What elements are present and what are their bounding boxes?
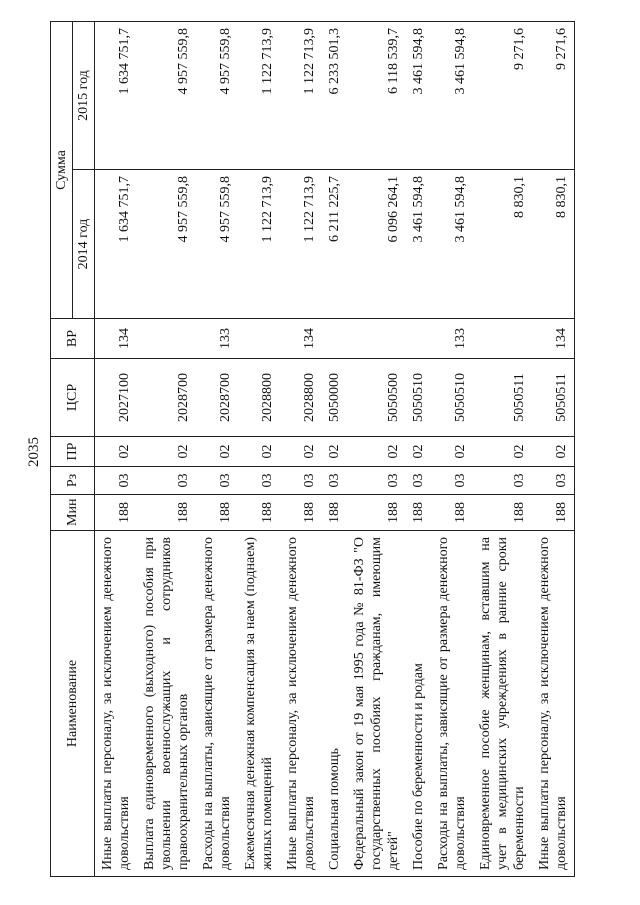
header-pr: ПР [51,437,95,467]
row-amount-2014: 3 461 594,8 [431,170,473,319]
row-vr: 134 [95,319,138,359]
row-amount-2014: 4 957 559,8 [196,170,238,319]
table-row [406,22,431,877]
row-amount-2015: 1 634 751,7 [95,22,138,170]
table-row [137,22,196,877]
row-csr: 2028700 [137,359,196,437]
row-vr [473,319,532,359]
row-rz: 03 [280,467,322,495]
row-amount-2014: 4 957 559,8 [137,170,196,319]
header-sum: Сумма [51,22,73,319]
row-name: Выплата единовременного (выходного) пособия при увольнении военнослужащих и сотрудников правоохранительных органов [137,531,196,877]
row-vr: 134 [280,319,322,359]
row-amount-2015: 3 461 594,8 [431,22,473,170]
row-csr: 5050511 [473,359,532,437]
row-amount-2014: 1 122 713,9 [280,170,322,319]
row-vr: 134 [532,319,575,359]
table-row [238,22,280,877]
row-vr [137,319,196,359]
row-vr: 133 [196,319,238,359]
row-pr: 02 [406,437,431,467]
row-min: 188 [137,495,196,531]
header-year-2014: 2014 год [73,170,95,319]
header-rz: Рз [51,467,95,495]
row-rz: 03 [406,467,431,495]
row-min: 188 [532,495,575,531]
row-vr [406,319,431,359]
row-name: Ежемесячная денежная компенсация за наем (поднаем) жилых помещений [238,531,280,877]
row-name: Иные выплаты персоналу, за исключением денежного довольствия [280,531,322,877]
row-rz: 03 [95,467,138,495]
row-min: 188 [322,495,347,531]
row-amount-2015: 9 271,6 [532,22,575,170]
row-min: 188 [473,495,532,531]
row-amount-2015: 3 461 594,8 [406,22,431,170]
row-rz: 03 [532,467,575,495]
row-name: Федеральный закон от 19 мая 1995 года № 81-ФЗ "О государственных пособиях гражданам, имеющим детей" [347,531,406,877]
row-min: 188 [196,495,238,531]
row-rz: 03 [431,467,473,495]
row-amount-2014: 8 830,1 [473,170,532,319]
row-amount-2015: 6 233 501,3 [322,22,347,170]
row-min: 188 [280,495,322,531]
row-csr: 5050510 [431,359,473,437]
page-number: 2035 [26,437,42,467]
row-name: Иные выплаты персоналу, за исключением денежного довольствия [532,531,575,877]
row-vr [238,319,280,359]
header-csr: ЦСР [51,359,95,437]
row-amount-2015: 1 122 713,9 [280,22,322,170]
table-row [473,22,532,877]
row-pr: 02 [238,437,280,467]
row-pr: 02 [473,437,532,467]
row-min: 188 [431,495,473,531]
row-amount-2014: 8 830,1 [532,170,575,319]
table-row [280,22,322,877]
header-vr: ВР [51,319,95,359]
table-row [347,22,406,877]
header-year-2015: 2015 год [73,22,95,170]
budget-table [50,21,575,877]
row-pr: 02 [95,437,138,467]
row-rz: 03 [238,467,280,495]
row-name: Расходы на выплаты, зависящие от размера денежного довольствия [196,531,238,877]
row-vr [322,319,347,359]
row-min: 188 [406,495,431,531]
row-amount-2014: 3 461 594,8 [406,170,431,319]
row-amount-2014: 1 122 713,9 [238,170,280,319]
row-pr: 02 [322,437,347,467]
row-csr: 2028800 [238,359,280,437]
row-amount-2015: 6 118 539,7 [347,22,406,170]
table-row [196,22,238,877]
row-csr: 5050000 [322,359,347,437]
row-name: Единовременное пособие женщинам, вставшим на учет в медицинских учреждениях в ранние сроки беременности [473,531,532,877]
row-amount-2015: 1 122 713,9 [238,22,280,170]
row-rz: 03 [196,467,238,495]
row-amount-2014: 6 211 225,7 [322,170,347,319]
header-min: Мин [51,495,95,531]
row-csr: 2028700 [196,359,238,437]
row-vr [347,319,406,359]
row-amount-2014: 6 096 264,1 [347,170,406,319]
row-rz: 03 [473,467,532,495]
row-pr: 02 [280,437,322,467]
row-rz: 03 [137,467,196,495]
row-vr: 133 [431,319,473,359]
row-min: 188 [347,495,406,531]
row-pr: 02 [431,437,473,467]
row-pr: 02 [532,437,575,467]
row-csr: 2028800 [280,359,322,437]
row-pr: 02 [137,437,196,467]
row-name: Пособие по беременности и родам [406,531,431,877]
table-row [532,22,575,877]
row-pr: 02 [347,437,406,467]
row-pr: 02 [196,437,238,467]
row-amount-2015: 4 957 559,8 [137,22,196,170]
row-name: Социальная помощь [322,531,347,877]
row-rz: 03 [322,467,347,495]
row-amount-2015: 4 957 559,8 [196,22,238,170]
table-row [95,22,138,877]
row-csr: 2027100 [95,359,138,437]
row-min: 188 [95,495,138,531]
row-name: Иные выплаты персоналу, за исключением денежного довольствия [95,531,138,877]
row-min: 188 [238,495,280,531]
row-amount-2015: 9 271,6 [473,22,532,170]
row-csr: 5050510 [406,359,431,437]
table-row [322,22,347,877]
row-name: Расходы на выплаты, зависящие от размера денежного довольствия [431,531,473,877]
table-row [431,22,473,877]
row-csr: 5050500 [347,359,406,437]
header-name: Наименование [51,531,95,877]
row-amount-2014: 1 634 751,7 [95,170,138,319]
header-row-1 [51,22,73,877]
row-csr: 5050511 [532,359,575,437]
row-rz: 03 [347,467,406,495]
